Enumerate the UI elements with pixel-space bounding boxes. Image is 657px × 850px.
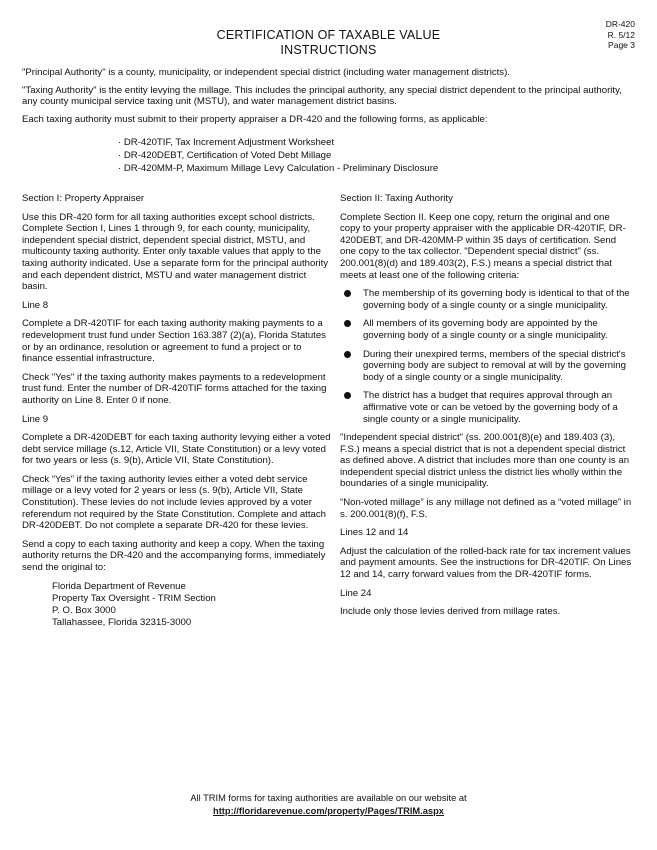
page-footer: [0, 792, 657, 817]
intro-section: [22, 67, 622, 175]
line-9-heading: Line 9: [22, 413, 49, 425]
footer-text: All TRIM forms for taxing authorities are available on our website at: [190, 793, 467, 803]
section-1-heading: Section I: Property Appraiser: [22, 193, 145, 204]
criteria-text: During their unexpired terms, members of the special district's governing body are subject to removal at will by the governing body of a single county or a single municipality.: [363, 348, 626, 383]
address-line: P. O. Box 3000: [52, 604, 116, 616]
line-24-paragraph: Include only those levies derived from millage rates.: [340, 606, 561, 618]
line-9-paragraph: Complete a DR-420DEBT for each taxing authority levying either a voted debt service millage (s.12, Article VII, State Constitution) or a levy voted for two years or less (s. 9(b), Article VII, State Constitution).: [22, 432, 331, 467]
criteria-text: All members of its governing body are appointed by the governing body of a single county or a single municipality.: [363, 318, 608, 341]
bullet-icon: [344, 290, 351, 297]
dependent-district-criteria: [340, 288, 632, 425]
address-line: Tallahassee, Florida 32315-3000: [52, 616, 192, 628]
line-9-paragraph: Check “Yes” if the taxing authority levies either a voted debt service millage or a levy voted for 2 years or less (s. 9(b), Article VII, State Constitution). These levies do not include levies approved by a voter referendum not required by the State Constitution. Complete and attach DR-420DEBT. Do not complete a separate DR-420 for these levies.: [22, 473, 326, 532]
section-1-column: [22, 193, 334, 629]
form-revision: R. 5/12: [607, 29, 635, 40]
criteria-item: [340, 288, 632, 311]
line-8-paragraph: Check "Yes" if the taxing authority makes payments to a redevelopment trust fund. Enter the number of DR-420TIF forms attached for the taxing authority on Line 8. Enter 0 if none.: [22, 371, 327, 406]
criteria-text: The district has a budget that requires approval through an affirmative vote or can be vetoed by the governing body of a single county or a single municipality.: [363, 390, 618, 425]
line-24-heading: Line 24: [340, 587, 372, 599]
lines-12-14-heading: Lines 12 and 14: [340, 527, 409, 539]
taxing-authority-definition: "Taxing Authority" is the entity levying the millage. This includes the principal authority, any special district dependent to the principal authority, any county municipal service taxing unit (MSTU), and water management district basins.: [22, 84, 622, 108]
section-2-column: [340, 193, 632, 625]
criteria-item: [340, 318, 632, 341]
independent-district-definition: "Independent special district" (ss. 200.001(8)(e) and 189.403 (3), F.S.) means a special district that is not a dependent special district as defined above. A district that includes more than one county is an independent special district unless the district lies wholly within the boundaries of a single municipality.: [340, 432, 630, 490]
address-line: Florida Department of Revenue: [52, 580, 186, 592]
submission-requirement: Each taxing authority must submit to their property appraiser a DR-420 and the following forms, as applicable:: [22, 113, 488, 125]
bullet-icon: [344, 392, 351, 399]
section-1-paragraph: Use this DR-420 form for all taxing authorities except school districts. Complete Section I, Lines 1 through 9, for each county, municipality, independent special district, dependent special district, MSTU, and multicounty taxing authority. Enter only taxable values that apply to the taxing authority indicated. Use a separate form for the principal authority and each dependent district, MSTU and water management district basin.: [22, 211, 329, 293]
form-list-item: · DR-420MM-P, Maximum Millage Levy Calculation - Preliminary Disclosure: [118, 163, 622, 176]
criteria-text: The membership of its governing body is identical to that of the governing body of a single county or a single municipality.: [363, 288, 630, 311]
mailing-address: [52, 581, 334, 629]
non-voted-millage-definition: “Non-voted millage” is any millage not defined as a “voted millage” in s. 200.001(8)(f), F.S.: [340, 497, 632, 520]
principal-authority-definition: "Principal Authority" is a county, municipality, or independent special district (including water management districts).: [22, 67, 510, 78]
section-2-paragraph: Complete Section II. Keep one copy, return the original and one copy to your property appraiser with the applicable DR-420TIF, DR-420DEBT, and DR-420MM-P within 35 days of certification. Send one copy to the tax collector. "Dependent special district" (ss. 200.001(8)(d) and 189.403(2), F.S.) means a special district that meets at least one of the following criteria:: [340, 211, 626, 281]
trim-forms-link[interactable]: http://floridarevenue.com/property/Pages/TRIM.aspx: [213, 805, 444, 816]
line-8-paragraph: Complete a DR-420TIF for each taxing authority making payments to a redevelopment trust fund under Section 163.387 (2)(a), Florida Statutes or by an ordinance, resolution or agreement to fund a project or to finance essential infrastructure.: [22, 318, 326, 365]
section-2-heading: Section II: Taxing Authority: [340, 193, 453, 204]
line-8-heading: Line 8: [22, 299, 49, 311]
form-list-item: · DR-420TIF, Tax Increment Adjustment Worksheet: [118, 137, 622, 150]
lines-12-14-paragraph: Adjust the calculation of the rolled-back rate for tax increment values and payment amounts. See the instructions for DR-420TIF. On Lines 12 and 14, carry forward values from the DR-420TIF forms.: [340, 545, 632, 581]
address-line: Property Tax Oversight - TRIM Section: [52, 592, 216, 604]
criteria-item: [340, 349, 632, 384]
criteria-item: [340, 390, 632, 425]
title-line-2: INSTRUCTIONS: [280, 43, 377, 57]
bullet-icon: [344, 320, 351, 327]
form-list-item: · DR-420DEBT, Certification of Voted Debt Millage: [118, 150, 622, 163]
title-line-1: CERTIFICATION OF TAXABLE VALUE: [216, 28, 441, 42]
bullet-icon: [344, 351, 351, 358]
page-number: Page 3: [608, 40, 635, 50]
required-forms-list: [118, 137, 622, 175]
page-title: [0, 28, 657, 58]
send-copy-paragraph: Send a copy to each taxing authority and keep a copy. When the taxing authority returns the DR-420 and the accompanying forms, immediately send the original to:: [22, 538, 326, 574]
form-id: DR-420: [605, 19, 635, 29]
